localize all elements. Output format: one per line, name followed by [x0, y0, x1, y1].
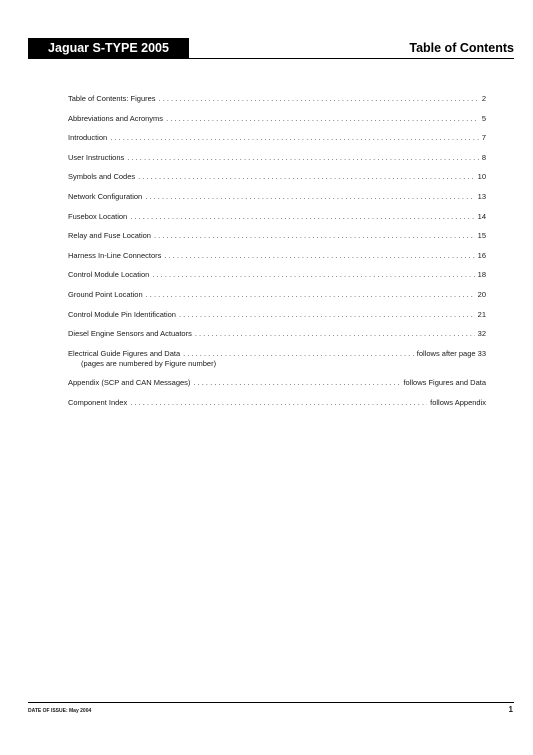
footer-divider [28, 702, 514, 703]
toc-entry-page: 32 [477, 329, 486, 339]
toc-entry-label: Network Configuration [68, 191, 143, 201]
toc-entry-ground-point-location[interactable] [68, 290, 486, 310]
toc-entry-abbreviations[interactable] [68, 114, 486, 134]
page-header [28, 38, 514, 58]
toc-entry-electrical-guide[interactable] [68, 349, 486, 378]
toc-entry-page: 13 [477, 191, 486, 201]
toc-entry-label: Symbols and Codes [68, 172, 136, 182]
dot-leader [146, 290, 475, 300]
dot-leader [138, 172, 475, 182]
toc-entry-network-configuration[interactable] [68, 192, 486, 212]
toc-entry-page: 7 [481, 133, 486, 143]
dot-leader [127, 153, 479, 163]
issue-date: DATE OF ISSUE: May 2004 [28, 708, 92, 714]
dot-leader [110, 133, 479, 143]
toc-entry-page: 8 [481, 152, 486, 162]
toc-entry-label: Introduction [68, 133, 108, 143]
toc-entry-page: 21 [477, 309, 486, 319]
dot-leader [193, 378, 400, 388]
toc-entry-label: Control Module Location [68, 270, 150, 280]
toc-entry-introduction[interactable] [68, 133, 486, 153]
toc-entry-diesel-sensors[interactable] [68, 329, 486, 349]
toc-entry-fusebox-location[interactable] [68, 212, 486, 232]
toc-entry-page: 16 [477, 250, 486, 260]
toc-entry-page: 18 [477, 270, 486, 280]
table-of-contents [68, 94, 486, 417]
dot-leader [183, 349, 414, 359]
toc-entry-label: Table of Contents: Figures [68, 94, 156, 103]
toc-entry-page: follows Appendix [430, 397, 486, 407]
page-number: 1 [508, 705, 513, 714]
header-divider [28, 58, 514, 59]
dot-leader [145, 192, 474, 202]
toc-entry-relay-fuse-location[interactable] [68, 231, 486, 251]
dot-leader [154, 231, 475, 241]
toc-entry-label: Relay and Fuse Location [68, 231, 151, 241]
dot-leader [130, 212, 474, 222]
toc-entry-harness-connectors[interactable] [68, 251, 486, 271]
toc-entry-label: Fusebox Location [68, 211, 128, 221]
toc-entry-page: 15 [477, 231, 486, 241]
dot-leader [159, 94, 479, 104]
dot-leader [166, 114, 479, 124]
toc-entry-figures[interactable] [68, 94, 486, 114]
dot-leader [130, 398, 427, 408]
toc-entry-page: follows Figures and Data [403, 378, 486, 388]
vehicle-badge: Jaguar S-TYPE 2005 [28, 38, 189, 58]
page-title: Table of Contents [409, 41, 514, 55]
toc-entry-pin-identification[interactable] [68, 310, 486, 330]
toc-entry-label: Harness In-Line Connectors [68, 250, 162, 260]
toc-entry-page: 2 [481, 94, 486, 103]
toc-entry-page: 14 [477, 211, 486, 221]
toc-entry-page: 10 [477, 172, 486, 182]
toc-entry-user-instructions[interactable] [68, 153, 486, 173]
toc-entry-page: follows after page 33 [416, 348, 486, 358]
toc-entry-label: Electrical Guide Figures and Data [68, 348, 181, 358]
toc-entry-symbols-codes[interactable] [68, 172, 486, 192]
dot-leader [152, 270, 474, 280]
toc-entry-page: 20 [477, 289, 486, 299]
dot-leader [195, 329, 475, 339]
toc-entry-label: Diesel Engine Sensors and Actuators [68, 329, 192, 339]
toc-entry-appendix[interactable] [68, 378, 486, 398]
dot-leader [164, 251, 474, 261]
dot-leader [179, 310, 475, 320]
toc-entry-label: Abbreviations and Acronyms [68, 113, 164, 123]
toc-entry-note: (pages are numbered by Figure number) [81, 358, 217, 368]
toc-entry-page: 5 [481, 113, 486, 123]
toc-entry-label: User Instructions [68, 152, 125, 162]
toc-entry-component-index[interactable] [68, 398, 486, 418]
toc-entry-label: Control Module Pin Identification [68, 309, 176, 319]
toc-entry-label: Ground Point Location [68, 289, 143, 299]
toc-entry-label: Appendix (SCP and CAN Messages) [68, 378, 191, 388]
toc-entry-label: Component Index [68, 397, 128, 407]
toc-entry-control-module-location[interactable] [68, 270, 486, 290]
